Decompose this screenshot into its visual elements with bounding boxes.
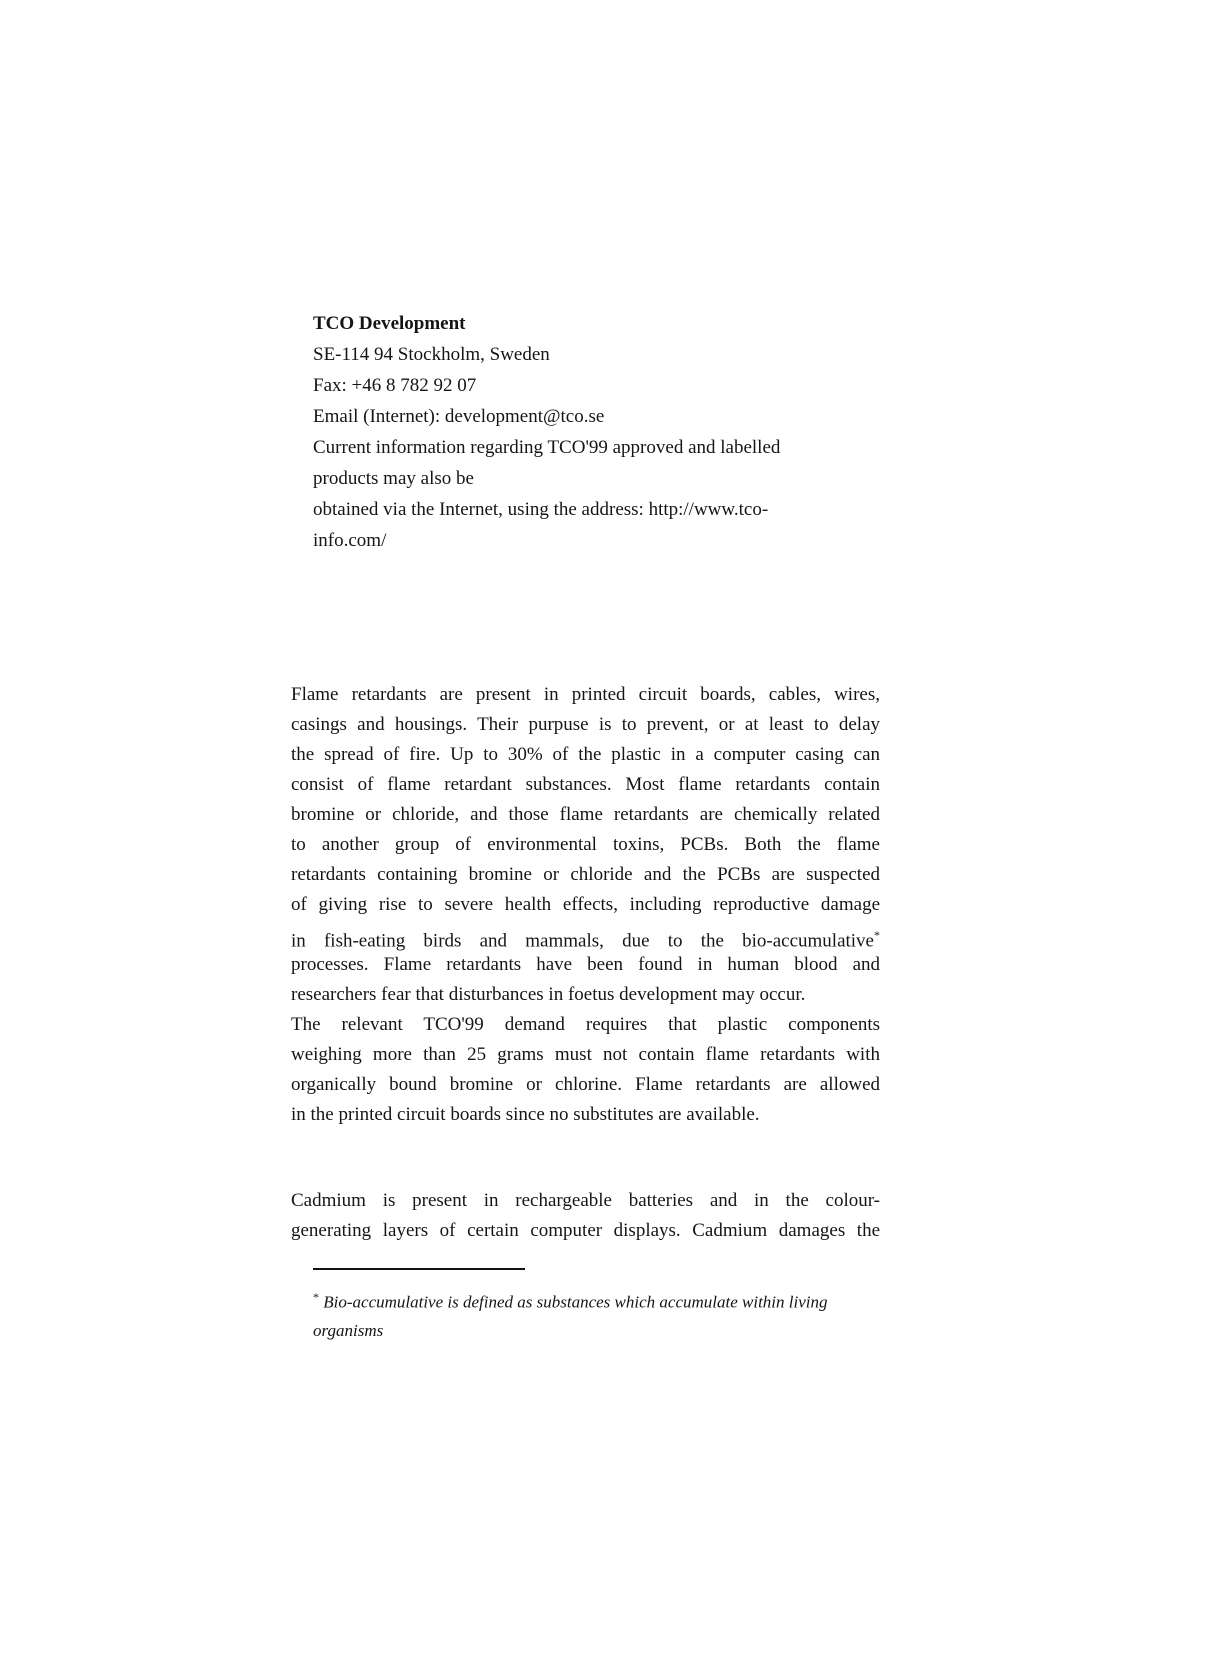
info-line: info.com/ <box>313 530 387 551</box>
footnote-line <box>313 1280 873 1314</box>
text-line: the spread of fire. Up to 30% of the plastic in a computer casing can <box>291 744 880 765</box>
footnote-divider <box>313 1268 525 1270</box>
text-line-content: in fish-eating birds and mammals, due to the bio-accumulative <box>291 930 874 952</box>
flame-retardants-paragraph <box>291 680 880 1130</box>
text-line: Cadmium is present in rechargeable batteries and in the colour- <box>291 1190 880 1211</box>
footnote <box>313 1280 873 1348</box>
fax-line: Fax: +46 8 782 92 07 <box>313 375 477 396</box>
contact-address-block <box>313 308 780 556</box>
text-line <box>291 920 880 950</box>
organization-name: TCO Development <box>313 313 466 334</box>
text-line: to another group of environmental toxins, PCBs. Both the flame <box>291 834 880 855</box>
email-line: Email (Internet): development@tco.se <box>313 406 605 427</box>
footnote-text: Bio-accumulative is defined as substances which accumulate within living <box>323 1292 828 1312</box>
footnote-line: organisms <box>313 1321 384 1340</box>
text-line: of giving rise to severe health effects, including reproductive damage <box>291 894 880 915</box>
info-line: products may also be <box>313 468 474 489</box>
address-line: SE-114 94 Stockholm, Sweden <box>313 344 550 365</box>
text-line: retardants containing bromine or chloride and the PCBs are suspected <box>291 864 880 885</box>
footnote-marker: * <box>874 928 880 942</box>
footnote-marker: * <box>313 1290 319 1304</box>
text-line: Flame retardants are present in printed circuit boards, cables, wires, <box>291 684 880 705</box>
text-line: processes. Flame retardants have been found in human blood and <box>291 954 880 975</box>
info-line: Current information regarding TCO'99 approved and labelled <box>313 437 781 458</box>
cadmium-paragraph <box>291 1186 880 1246</box>
text-line: researchers fear that disturbances in foetus development may occur. <box>291 984 806 1005</box>
text-line: The relevant TCO'99 demand requires that plastic components <box>291 1014 880 1035</box>
text-line: consist of flame retardant substances. Most flame retardants contain <box>291 774 880 795</box>
text-line: organically bound bromine or chlorine. Flame retardants are allowed <box>291 1074 880 1095</box>
text-line: weighing more than 25 grams must not contain flame retardants with <box>291 1044 880 1065</box>
text-line: casings and housings. Their purpuse is to prevent, or at least to delay <box>291 714 880 735</box>
text-line: in the printed circuit boards since no substitutes are available. <box>291 1104 760 1125</box>
text-line: generating layers of certain computer displays. Cadmium damages the <box>291 1220 880 1241</box>
info-line: obtained via the Internet, using the address: http://www.tco- <box>313 499 769 520</box>
text-line: bromine or chloride, and those flame retardants are chemically related <box>291 804 880 825</box>
